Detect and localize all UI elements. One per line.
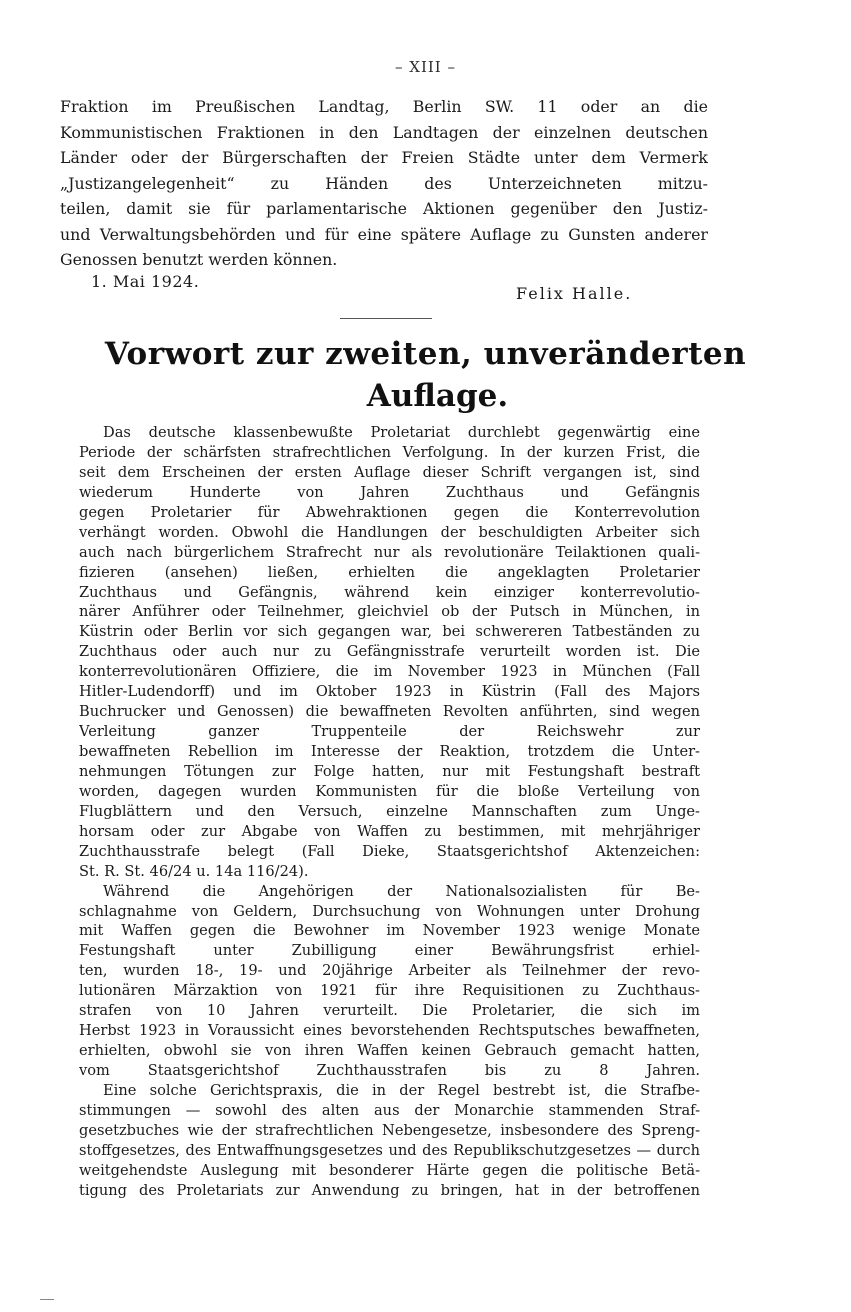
text-line: gegen Proletarier für Abwehraktionen gegen die Konterrevolution bbox=[79, 503, 700, 521]
text-line: Kommunistischen Fraktionen in den Landtagen der einzelnen deutschen bbox=[60, 122, 708, 142]
text-line: nehmungen Tötungen zur Folge hatten, nur mit Festungshaft bestraft bbox=[79, 762, 700, 780]
text-line: St. R. St. 46/24 u. 14a 116/24). bbox=[79, 862, 309, 880]
text-line: Herbst 1923 in Voraussicht eines bevorstehenden Rechtsputsches bewaffneten, bbox=[79, 1022, 700, 1040]
text-line: Zuchthaus und Gefängnis, während kein einziger konterrevolutio- bbox=[79, 583, 700, 601]
text-line: närer Anführer oder Teilnehmer, gleichviel ob der Putsch in München, in bbox=[79, 603, 700, 621]
text-line: horsam oder zur Abgabe von Waffen zu bestimmen, mit mehrjähriger bbox=[79, 822, 700, 840]
page-number: – XIII – bbox=[395, 58, 456, 76]
text-line: Das deutsche klassenbewußte Proletariat durchlebt gegenwärtig eine bbox=[103, 424, 700, 441]
text-line: Küstrin oder Berlin vor sich gegangen war, bei schwereren Tatbeständen zu bbox=[79, 623, 700, 641]
text-line: erhielten, obwohl sie von ihren Waffen keinen Gebrauch gemacht hatten, bbox=[79, 1042, 700, 1060]
text-line: stimmungen — sowohl des alten aus der Monarchie stammenden Straf- bbox=[79, 1101, 700, 1119]
text-line: Flugblättern und den Versuch, einzelne Mannschaften zum Unge- bbox=[79, 802, 700, 820]
text-line: und Verwaltungsbehörden und für eine spätere Auflage zu Gunsten anderer bbox=[60, 224, 708, 244]
section-heading-line-1: Vorwort zur zweiten, unveränderten bbox=[104, 336, 747, 372]
text-line: „Justizangelegenheit“ zu Händen des Unterzeichneten mitzu- bbox=[60, 173, 708, 193]
text-line: Genossen benutzt werden können. bbox=[60, 250, 338, 269]
date: 1. Mai 1924. bbox=[91, 272, 200, 291]
text-line: Zuchthaus oder auch nur zu Gefängnisstrafe verurteilt worden ist. Die bbox=[79, 643, 700, 661]
text-line: seit dem Erscheinen der ersten Auflage dieser Schrift vergangen ist, sind bbox=[79, 463, 700, 481]
text-line: weitgehendste Auslegung mit besonderer Härte gegen die politische Betä- bbox=[79, 1161, 700, 1179]
text-line: schlagnahme von Geldern, Durchsuchung von Wohnungen unter Drohung bbox=[79, 902, 700, 920]
text-line: verhängt worden. Obwohl die Handlungen der beschuldigten Arbeiter sich bbox=[79, 523, 700, 541]
preface-body bbox=[79, 423, 700, 1201]
text-line: Buchrucker und Genossen) die bewaffneten Revolten anführten, sind wegen bbox=[79, 703, 700, 721]
text-line: Zuchthausstrafe belegt (Fall Dieke, Staatsgerichtshof Aktenzeichen: bbox=[79, 842, 700, 860]
text-line: Fraktion im Preußischen Landtag, Berlin SW. 11 oder an die bbox=[60, 97, 708, 116]
closing-paragraph bbox=[60, 94, 708, 273]
text-line: tigung des Proletariats zur Anwendung zu bringen, hat in der betroffenen bbox=[79, 1181, 700, 1199]
text-line: gesetzbuches wie der strafrechtlichen Nebengesetze, insbesondere des Spreng- bbox=[79, 1121, 700, 1139]
text-line: lutionären Märzaktion von 1921 für ihre Requisitionen zu Zuchthaus- bbox=[79, 982, 700, 1000]
section-divider bbox=[340, 318, 432, 319]
author-signature: Felix Halle. bbox=[516, 284, 633, 303]
text-line: Länder oder der Bürgerschaften der Freien Städte unter dem Vermerk bbox=[60, 148, 708, 167]
text-line: konterrevolutionären Offiziere, die im November 1923 in München (Fall bbox=[79, 663, 700, 681]
text-line: teilen, damit sie für parlamentarische Aktionen gegenüber den Justiz- bbox=[60, 199, 708, 218]
margin-mark bbox=[40, 1299, 54, 1300]
text-line: strafen von 10 Jahren verurteilt. Die Proletarier, die sich im bbox=[79, 1002, 700, 1020]
text-line: bewaffneten Rebellion im Interesse der Reaktion, trotzdem die Unter- bbox=[79, 743, 700, 760]
text-line: wiederum Hunderte von Jahren Zuchthaus und Gefängnis bbox=[79, 483, 700, 501]
text-line: Hitler-Ludendorff) und im Oktober 1923 in Küstrin (Fall des Majors bbox=[79, 683, 700, 701]
text-line: fizieren (ansehen) ließen, erhielten die angeklagten Proletarier bbox=[79, 563, 700, 581]
text-line: vom Staatsgerichtshof Zuchthausstrafen bis zu 8 Jahren. bbox=[79, 1062, 700, 1079]
text-line: Festungshaft unter Zubilligung einer Bewährungsfrist erhiel- bbox=[79, 942, 700, 960]
text-line: Während die Angehörigen der Nationalsozialisten für Be- bbox=[103, 882, 700, 900]
text-line: auch nach bürgerlichem Strafrecht nur als revolutionäre Teilaktionen quali- bbox=[79, 543, 700, 561]
text-line: worden, dagegen wurden Kommunisten für die bloße Verteilung von bbox=[79, 782, 700, 800]
text-line: ten, wurden 18-, 19- und 20jährige Arbeiter als Teilnehmer der revo- bbox=[79, 962, 700, 980]
text-line: Eine solche Gerichtspraxis, die in der Regel bestrebt ist, die Strafbe- bbox=[103, 1081, 700, 1099]
text-line: mit Waffen gegen die Bewohner im November 1923 wenige Monate bbox=[79, 922, 700, 940]
text-line: Periode der schärfsten strafrechtlichen Verfolgung. In der kurzen Frist, die bbox=[79, 443, 700, 461]
section-heading-line-2: Auflage. bbox=[366, 378, 509, 414]
text-line: stoffgesetzes, des Entwaffnungsgesetzes und des Republikschutzgesetzes — durch bbox=[79, 1141, 700, 1159]
text-line: Verleitung ganzer Truppenteile der Reichswehr zur bbox=[79, 723, 700, 741]
